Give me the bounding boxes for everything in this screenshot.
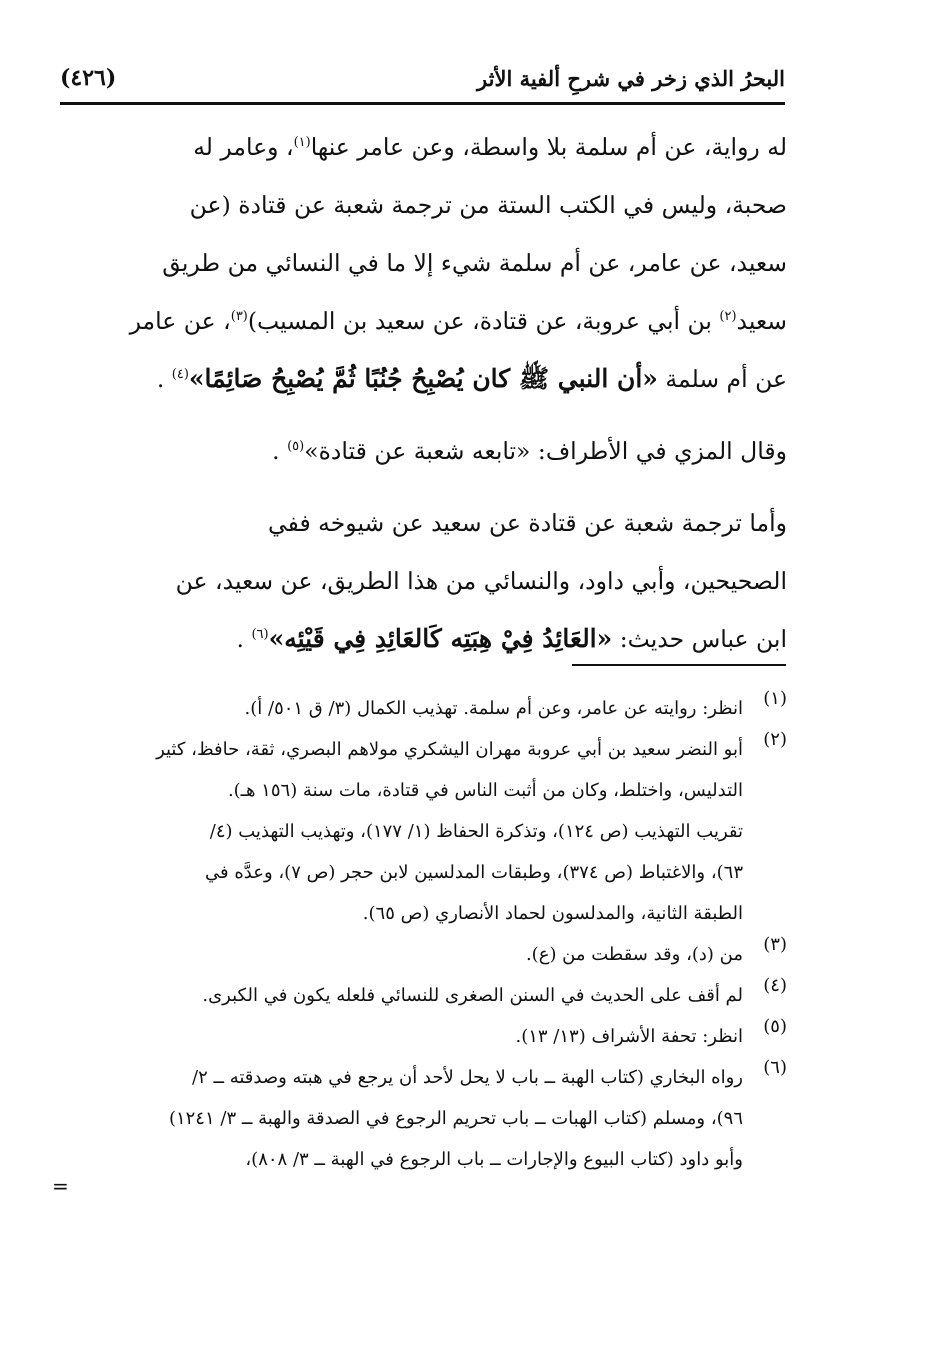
footnote-5 xyxy=(67,1016,787,1057)
footnote-line: انظر: روايته عن عامر، وعن أم سلمة. تهذيب الكمال (٣/ ق ٥٠١/ أ). xyxy=(244,698,743,719)
footnote-line: أبو النضر سعيد بن أبي عروبة مهران اليشكري مولاهم البصري، ثقة، حافظ، كثير xyxy=(156,739,743,760)
footnote-1 xyxy=(67,688,787,729)
footnote-ref: (٤) xyxy=(171,367,189,383)
footnote-2 xyxy=(67,729,787,934)
footnote-3 xyxy=(67,934,787,975)
text-line: صحبة، وليس في الكتب الستة من ترجمة شعبة عن قتادة (عن xyxy=(189,191,787,219)
text-line: له رواية، عن أم سلمة بلا واسطة، وعن عامر عنها$^{(١)}$، وعامر له xyxy=(193,133,787,161)
footnote-4 xyxy=(67,975,787,1016)
book-title: البحرُ الذي زخر في شرحِ ألفية الأثر xyxy=(477,65,785,91)
footnote-number: (٢) xyxy=(763,729,787,750)
footnote-line: انظر: تحفة الأشراف (١٣/ ١٣). xyxy=(515,1026,743,1047)
footnote-line: من (د)، وقد سقطت من (ع). xyxy=(525,944,743,965)
footnote-line: وأبو داود (كتاب البيوع والإجارات ــ باب الرجوع في الهبة ــ ٣/ ٨٠٨)، xyxy=(245,1149,743,1170)
footnote-number: (٣) xyxy=(763,934,787,955)
footnote-line: رواه البخاري (كتاب الهبة ــ باب لا يحل لأحد أن يرجع في هبته وصدقته ــ ٢/ xyxy=(191,1067,743,1088)
page-number: (٤٢٦) xyxy=(60,65,117,91)
text-line: عن أم سلمة «أن النبي ﷺ كان يُصْبِحُ جُنُبًا ثُمَّ يُصْبِحُ صَائِمًا»$^{(٤)}$ . xyxy=(156,364,787,393)
footnote-ref: (١) xyxy=(293,135,311,151)
continuation-mark: = xyxy=(52,1174,69,1198)
text-line: سعيد$^{(٢)}$ بن أبي عروبة، عن قتادة، عن سعيد بن المسيب)$^{(٣)}$، عن عامر xyxy=(129,307,787,335)
main-text xyxy=(77,118,787,668)
footnote-number: (١) xyxy=(763,688,787,709)
text-line: الصحيحين، وأبي داود، والنسائي من هذا الطريق، عن سعيد، عن xyxy=(175,567,787,595)
hadith-quote: «العَائِدُ فِيْ هِبَتِه كَالعَائِدِ فِي قَيْئِه» xyxy=(268,624,613,653)
footnote-ref: (٢) xyxy=(719,309,737,325)
footnote-number: (٤) xyxy=(763,975,787,996)
quote: «تابعه شعبة عن قتادة» xyxy=(304,437,531,465)
footnote-number: (٦) xyxy=(763,1057,787,1078)
footnote-line: لم أقف على الحديث في السنن الصغرى للنسائي فلعله يكون في الكبرى. xyxy=(202,985,743,1006)
footnote-line: ٩٦)، ومسلم (كتاب الهبات ــ باب تحريم الرجوع في الصدقة والهبة ــ ٣/ ١٢٤١) xyxy=(168,1108,743,1129)
footnote-line: ٦٣)، والاغتباط (ص ٣٧٤)، وطبقات المدلسين لابن حجر (ص ٧)، وعدَّه في xyxy=(205,862,743,883)
footnote-number: (٥) xyxy=(763,1016,787,1037)
footnote-ref: (٣) xyxy=(230,309,248,325)
footnote-divider xyxy=(572,664,786,666)
footnote-ref: (٥) xyxy=(287,439,305,455)
footnote-line: تقريب التهذيب (ص ١٢٤)، وتذكرة الحفاظ (١/ ١٧٧)، وتهذيب التهذيب (٤/ xyxy=(209,821,743,842)
footnote-6 xyxy=(67,1057,787,1139)
footnote-line: التدليس، واختلط، وكان من أثبت الناس في قتادة، مات سنة (١٥٦ هـ). xyxy=(227,780,743,801)
footnotes xyxy=(67,688,787,1180)
text-line: ابن عباس حديث: «العَائِدُ فِيْ هِبَتِه كَالعَائِدِ فِي قَيْئِه»$^{(٦)}$ . xyxy=(236,624,787,653)
footnote-ref: (٦) xyxy=(251,627,269,643)
hadith-quote: «أن النبي ﷺ كان يُصْبِحُ جُنُبًا ثُمَّ يُصْبِحُ صَائِمًا» xyxy=(188,364,658,393)
footnote-line: الطبقة الثانية، والمدلسون لحماد الأنصاري (ص ٦٥). xyxy=(362,903,743,924)
text-line: سعيد، عن عامر، عن أم سلمة شيء إلا ما في النسائي من طريق xyxy=(162,249,787,277)
text-line: وقال المزي في الأطراف: «تابعه شعبة عن قتادة»$^{(٥)}$ . xyxy=(272,437,787,465)
page-header xyxy=(60,58,785,98)
text-line: وأما ترجمة شعبة عن قتادة عن سعيد عن شيوخه ففي xyxy=(268,509,787,537)
header-divider xyxy=(60,102,785,105)
